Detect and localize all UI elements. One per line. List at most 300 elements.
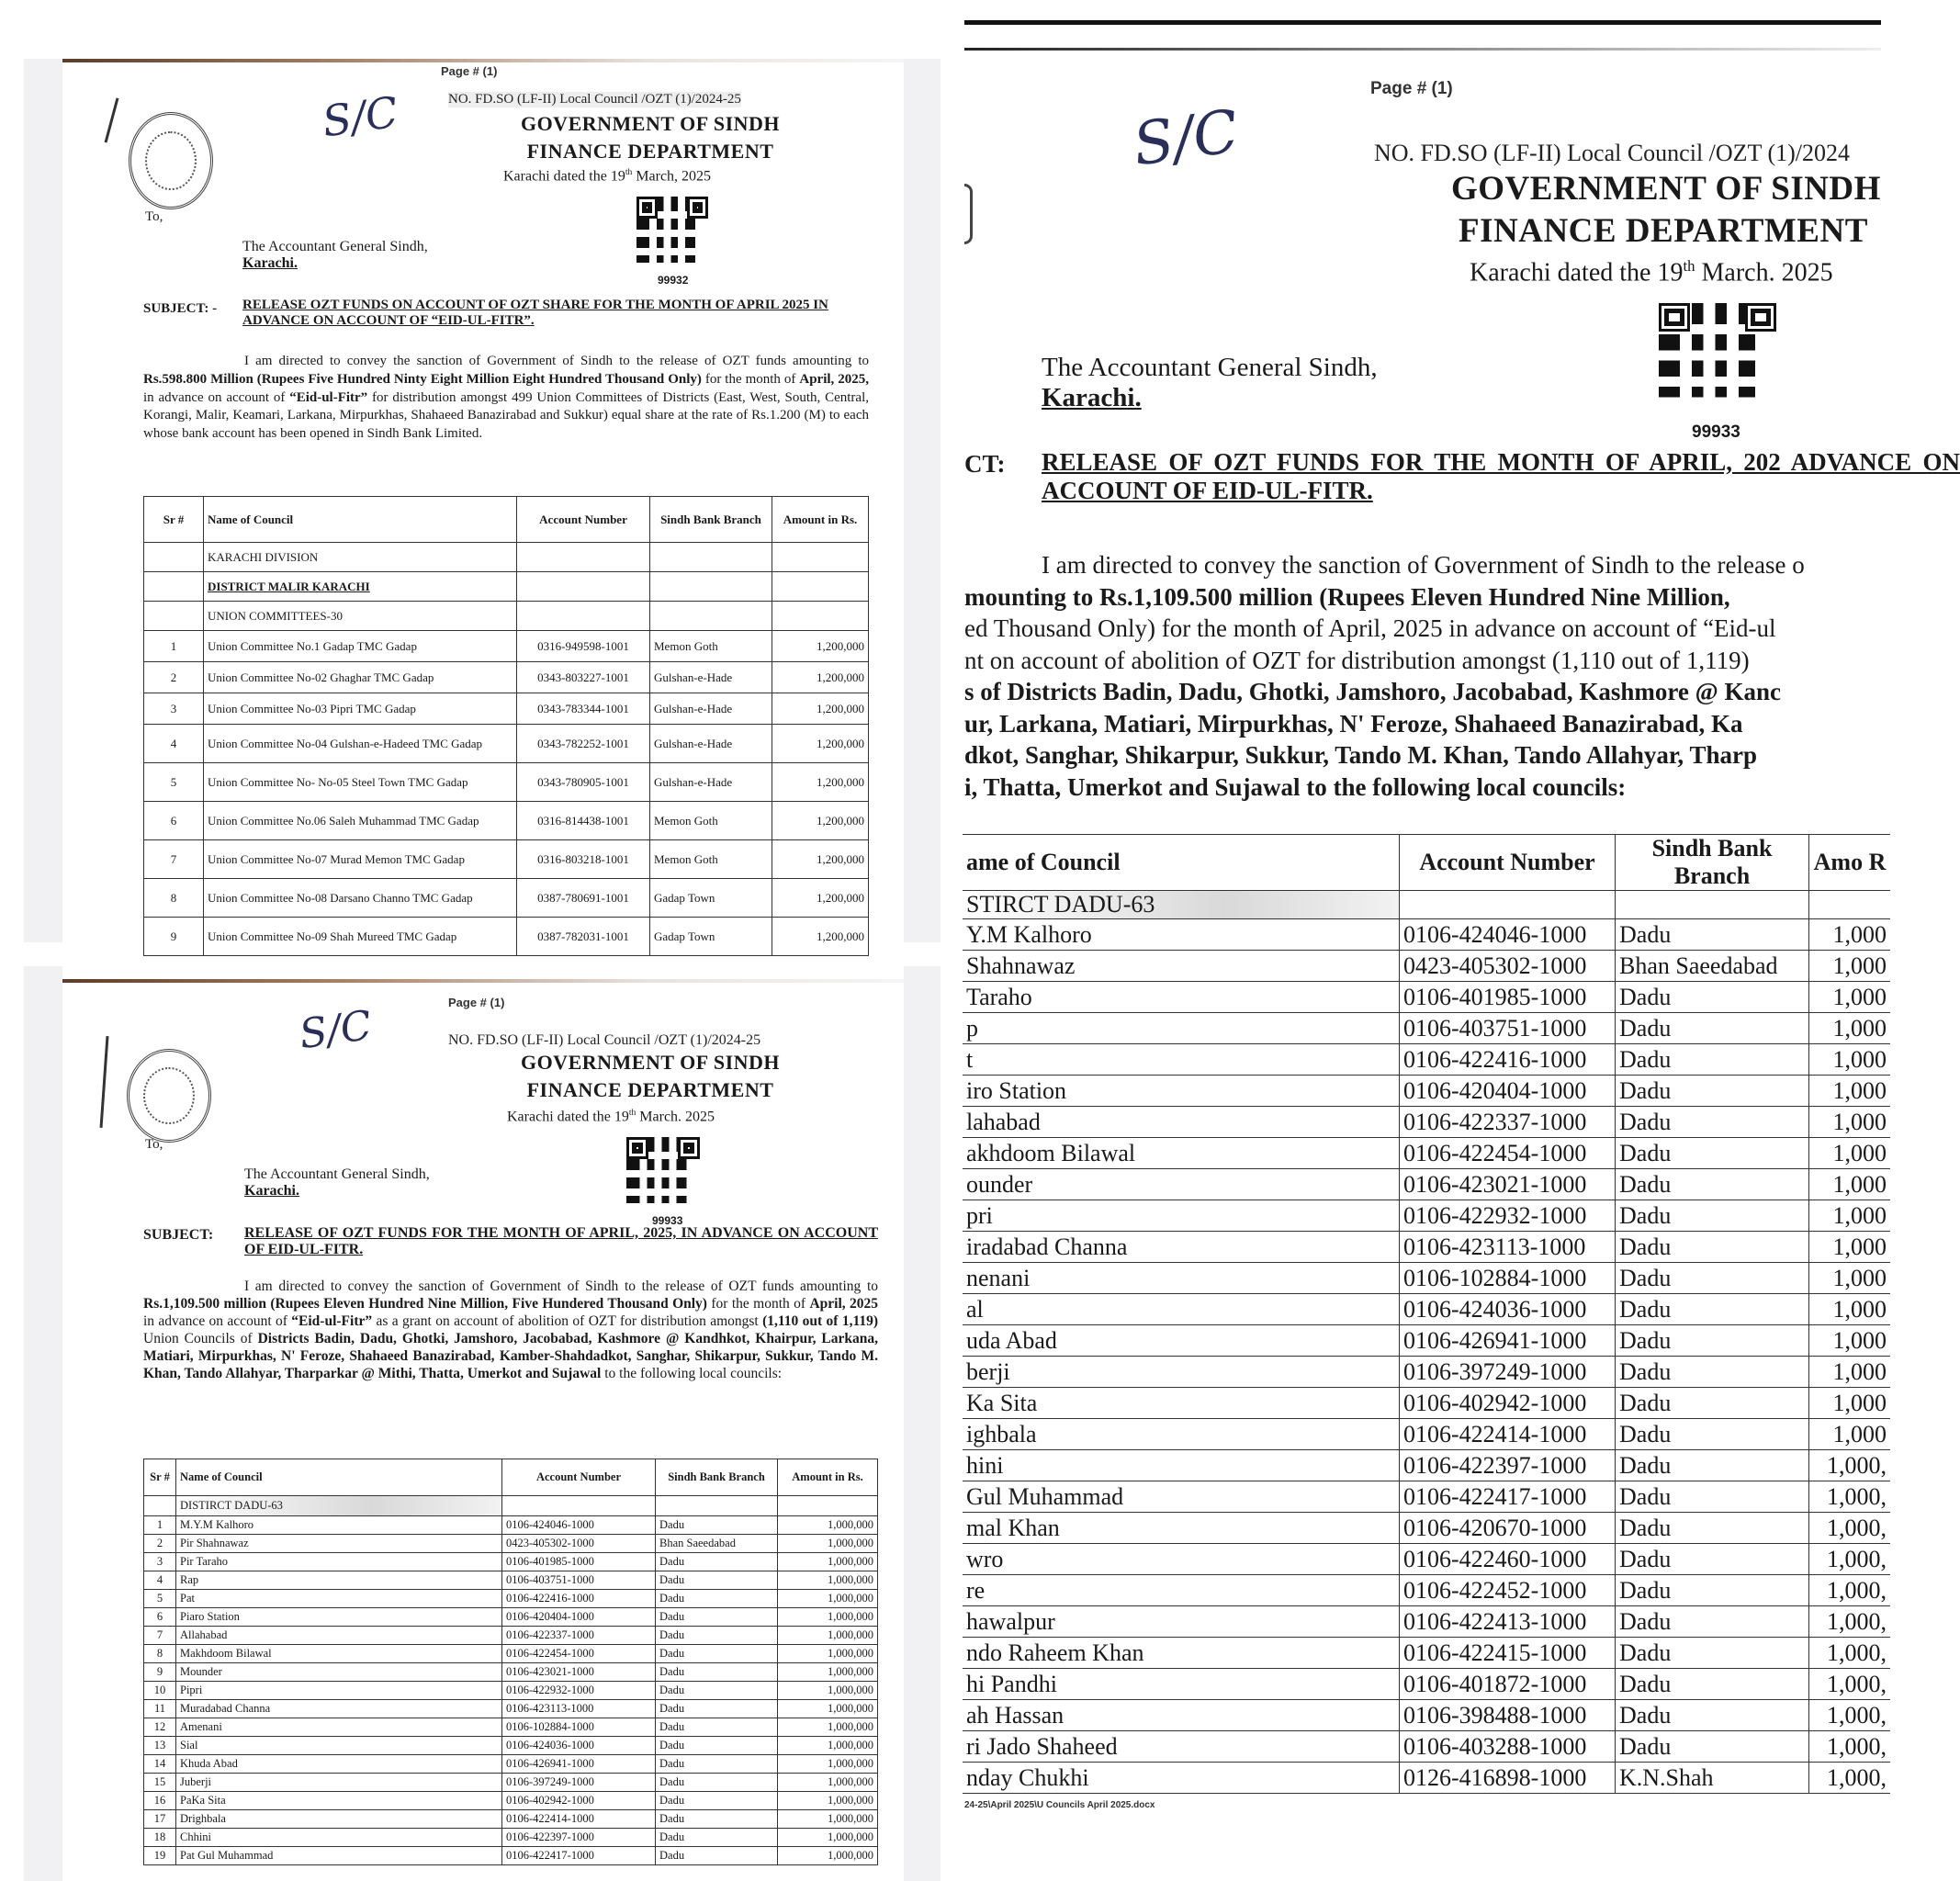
amount-cell: 1,000 [1809, 982, 1891, 1013]
account-cell: 0106-422416-1000 [502, 1590, 656, 1608]
body-line: s of Districts Badin, Dadu, Ghotki, Jamshoro, Jacobabad, Kashmore @ Kanc [964, 678, 1781, 706]
addressee-city: Karachi. [244, 1183, 299, 1199]
branch-cell: Memon Goth [650, 802, 772, 840]
header-account: Account Number [502, 1459, 656, 1496]
department-heading: FINANCE DEPARTMENT [1459, 212, 1868, 250]
pen-mark [100, 1036, 109, 1128]
sr-cell: 4 [144, 1571, 176, 1590]
branch-cell: K.N.Shah [1616, 1763, 1809, 1794]
amount-cell: 1,000 [1809, 951, 1891, 982]
header-name: Name of Council [176, 1459, 502, 1496]
body-line: nt on account of abolition of OZT for distribution amongst (1,110 out of 1,119) [964, 646, 1750, 674]
council-name-cell: Union Committee No-02 Ghaghar TMC Gadap [204, 662, 517, 693]
branch-cell: Dadu [1616, 1357, 1809, 1388]
branch-cell: Bhan Saeedabad [656, 1535, 778, 1553]
amount-cell: 1,000 [1809, 1357, 1891, 1388]
amount-cell: 1,000,000 [778, 1645, 878, 1663]
branch-cell: Dadu [656, 1553, 778, 1571]
signature-initials: S/C [319, 86, 401, 147]
sr-cell: 6 [144, 802, 204, 840]
table-row [963, 982, 1890, 1013]
account-cell: 0106-422397-1000 [1400, 1450, 1616, 1481]
table-row [144, 693, 869, 725]
account-cell: 0106-422417-1000 [502, 1847, 656, 1865]
council-name-cell: mal Khan [963, 1513, 1400, 1544]
header-amount: Amo R [1809, 835, 1891, 891]
amount-cell: 1,200,000 [772, 840, 869, 879]
branch-cell: Dadu [1616, 982, 1809, 1013]
branch-cell: Dadu [1616, 1731, 1809, 1763]
councils-table [963, 834, 1890, 1794]
table-row [144, 1553, 878, 1571]
account-cell: 0106-422454-1000 [502, 1645, 656, 1663]
body-line: mounting to Rs.1,109.500 million (Rupees Eleven Hundred Nine Million, [964, 582, 1730, 611]
signature-initials: S/C [1129, 97, 1243, 180]
branch-cell: Dadu [1616, 1294, 1809, 1325]
table-row [144, 1627, 878, 1645]
branch-cell: Dadu [1616, 1700, 1809, 1731]
table-row [144, 1608, 878, 1627]
table-row [144, 631, 869, 662]
council-name-cell: nday Chukhi [963, 1763, 1400, 1794]
sr-cell: 5 [144, 1590, 176, 1608]
account-cell: 0106-402942-1000 [502, 1792, 656, 1810]
council-name-cell: Pipri [176, 1682, 502, 1700]
amount-cell: 1,000 [1809, 1232, 1891, 1263]
branch-cell [1616, 891, 1809, 919]
branch-cell: Dadu [656, 1516, 778, 1535]
account-cell [517, 543, 650, 572]
account-cell: 0316-814438-1001 [517, 802, 650, 840]
branch-cell: Dadu [1616, 1200, 1809, 1232]
account-cell: 0106-422460-1000 [1400, 1544, 1616, 1575]
amount-cell: 1,000,000 [778, 1553, 878, 1571]
table-row [144, 1590, 878, 1608]
account-cell: 0106-398488-1000 [1400, 1700, 1616, 1731]
table-row [963, 919, 1890, 951]
council-name-cell: lahabad [963, 1107, 1400, 1138]
table-row [144, 840, 869, 879]
amount-cell: 1,000 [1809, 1013, 1891, 1044]
table-row [144, 763, 869, 802]
councils-table [143, 1459, 878, 1865]
sr-cell: 19 [144, 1847, 176, 1865]
branch-cell: Dadu [656, 1700, 778, 1718]
account-cell: 0126-416898-1000 [1400, 1763, 1616, 1794]
amount-cell: 1,000, [1809, 1669, 1891, 1700]
branch-cell: Dadu [1616, 1575, 1809, 1606]
branch-cell: Dadu [1616, 1232, 1809, 1263]
header-name: ame of Council [963, 835, 1400, 891]
branch-cell: Gulshan-e-Hade [650, 693, 772, 725]
amount-text: Rs.598.800 Million (Rupees Five Hundred Ninty Eight Million Eight Hundred Thousand Only) [143, 371, 702, 387]
table-row [144, 1700, 878, 1718]
council-name-cell: hi Pandhi [963, 1669, 1400, 1700]
account-cell: 0343-803227-1001 [517, 662, 650, 693]
header-amount: Amount in Rs. [772, 497, 869, 543]
subject-text: RELEASE OZT FUNDS ON ACCOUNT OF OZT SHARE FOR THE MONTH OF APRIL 2025 IN ADVANCE ON ACCOUNT OF “EID-UL-FITR”. [242, 298, 828, 329]
table-row [963, 1669, 1890, 1700]
branch-cell: Gulshan-e-Hade [650, 725, 772, 763]
signature-initials: S/C [296, 1001, 375, 1059]
amount-cell: 1,000,000 [778, 1792, 878, 1810]
account-cell: 0343-782252-1001 [517, 725, 650, 763]
branch-cell: Dadu [656, 1810, 778, 1829]
table-row [963, 1419, 1890, 1450]
account-cell: 0343-780905-1001 [517, 763, 650, 802]
branch-cell: Dadu [1616, 1169, 1809, 1200]
account-cell: 0423-405302-1000 [502, 1535, 656, 1553]
branch-cell: Dadu [1616, 1044, 1809, 1076]
amount-cell: 1,200,000 [772, 763, 869, 802]
branch-cell: Dadu [1616, 1325, 1809, 1357]
table-row [144, 1663, 878, 1682]
amount-cell: 1,000 [1809, 1325, 1891, 1357]
account-cell: 0106-424046-1000 [502, 1516, 656, 1535]
branch-cell: Dadu [656, 1774, 778, 1792]
account-cell: 0106-420404-1000 [502, 1608, 656, 1627]
amount-cell: 1,000 [1809, 1419, 1891, 1450]
branch-cell: Dadu [1616, 1513, 1809, 1544]
addressee-city: Karachi. [1042, 383, 1142, 412]
department-heading: FINANCE DEPARTMENT [526, 1078, 774, 1101]
branch-cell: Dadu [1616, 1544, 1809, 1575]
table-row [963, 1200, 1890, 1232]
council-name-cell: Taraho [963, 982, 1400, 1013]
sr-cell: 15 [144, 1774, 176, 1792]
sr-cell: 11 [144, 1700, 176, 1718]
sr-cell: 14 [144, 1755, 176, 1774]
page-number: Page # (1) [441, 64, 498, 78]
government-heading: GOVERNMENT OF SINDH [520, 1051, 781, 1074]
addressee [242, 239, 428, 272]
branch-cell: Dadu [656, 1829, 778, 1847]
council-name-cell: Makhdoom Bilawal [176, 1645, 502, 1663]
account-cell: 0106-403751-1000 [502, 1571, 656, 1590]
sr-cell [144, 1496, 176, 1516]
addressee-name: The Accountant General Sindh, [1042, 353, 1378, 382]
table-row [144, 1516, 878, 1535]
section-label: STIRCT DADU-63 [963, 891, 1400, 919]
branch-cell: Dadu [656, 1792, 778, 1810]
branch-cell: Dadu [1616, 1638, 1809, 1669]
sr-cell: 17 [144, 1810, 176, 1829]
account-cell: 0106-420670-1000 [1400, 1513, 1616, 1544]
file-path-footer: 24-25\April 2025\U Councils April 2025.docx [964, 1800, 1155, 1810]
sr-cell: 3 [144, 693, 204, 725]
qr-number: 99932 [658, 274, 689, 287]
government-seal-icon [127, 1049, 211, 1143]
amount-cell: 1,000,000 [778, 1774, 878, 1792]
table-row [963, 1325, 1890, 1357]
council-name-cell: Piaro Station [176, 1608, 502, 1627]
branch-cell: Dadu [1616, 1107, 1809, 1138]
header-account: Account Number [517, 497, 650, 543]
sr-cell: 10 [144, 1682, 176, 1700]
page-number: Page # (1) [1370, 79, 1453, 98]
account-cell [517, 572, 650, 602]
section-label: DISTRICT MALIR KARACHI [204, 572, 517, 602]
account-cell: 0106-401872-1000 [1400, 1669, 1616, 1700]
account-cell: 0106-420404-1000 [1400, 1076, 1616, 1107]
sr-cell: 2 [144, 662, 204, 693]
branch-cell [650, 602, 772, 631]
table-row [963, 1076, 1890, 1107]
account-cell: 0106-424036-1000 [1400, 1294, 1616, 1325]
branch-cell [650, 572, 772, 602]
amount-cell: 1,000,000 [778, 1829, 878, 1847]
account-cell: 0106-422932-1000 [502, 1682, 656, 1700]
table-row [963, 1169, 1890, 1200]
account-cell: 0106-423113-1000 [1400, 1232, 1616, 1263]
council-name-cell: ighbala [963, 1419, 1400, 1450]
account-cell: 0387-780691-1001 [517, 879, 650, 918]
header-sr: Sr # [144, 1459, 176, 1496]
amount-cell: 1,200,000 [772, 879, 869, 918]
month-text: April, 2025 [809, 1295, 879, 1312]
subject-text: RELEASE OF OZT FUNDS FOR THE MONTH OF APRIL, 202 ADVANCE ON ACCOUNT OF EID-UL-FITR. [1042, 448, 1960, 505]
section-row [144, 572, 869, 602]
document-page-2 [62, 966, 904, 1881]
addressee [1042, 353, 1378, 413]
table-row [144, 1718, 878, 1737]
amount-cell: 1,000,000 [778, 1737, 878, 1755]
sheet-edge [62, 979, 904, 983]
amount-cell: 1,000, [1809, 1606, 1891, 1638]
table-row [144, 1774, 878, 1792]
addressee-name: The Accountant General Sindh, [242, 239, 428, 254]
body-line: I am directed to convey the sanction of Government of Sindh to the release o [1042, 551, 1805, 579]
table-row [144, 1737, 878, 1755]
districts-text: Districts Badin, Dadu, Ghotki, Jamshoro, Jacobabad, Kashmore @ Kandhkot, Khairpur, Larkana, Matiari, Mirpurkhas, N' Feroze, Shahaeed Banazirabad, Kamber-Shahdadkot, Sanghar, Shikarpur, Sukkur, Tando M. Khan, Tando Allahyar, Tharparkar @ Mithi, Thatta, Umerkot and Sujawal [143, 1330, 878, 1381]
amount-cell: 1,000,000 [778, 1571, 878, 1590]
council-name-cell: ah Hassan [963, 1700, 1400, 1731]
section-row [963, 891, 1890, 919]
to-label: To, [145, 1137, 163, 1152]
account-cell: 0106-402942-1000 [1400, 1388, 1616, 1419]
council-name-cell: iradabad Channa [963, 1232, 1400, 1263]
council-name-cell: hini [963, 1450, 1400, 1481]
body-text-segment: in advance on account of [143, 389, 290, 405]
branch-cell: Gadap Town [650, 879, 772, 918]
letter-date [503, 167, 711, 185]
amount-cell [1809, 891, 1891, 919]
council-name-cell: Chhini [176, 1829, 502, 1847]
table-row [963, 1138, 1890, 1169]
body-text-segment: I am directed to convey the sanction of Government of Sindh to the release of OZT funds amounting to [244, 1278, 878, 1294]
account-cell: 0106-423021-1000 [1400, 1169, 1616, 1200]
table-row [144, 918, 869, 956]
sr-cell: 12 [144, 1718, 176, 1737]
branch-cell: Memon Goth [650, 631, 772, 662]
council-name-cell: al [963, 1294, 1400, 1325]
account-cell: 0343-783344-1001 [517, 693, 650, 725]
amount-cell: 1,000, [1809, 1638, 1891, 1669]
account-cell: 0106-422415-1000 [1400, 1638, 1616, 1669]
sr-cell: 7 [144, 1627, 176, 1645]
body-line: ur, Larkana, Matiari, Mirpurkhas, N' Feroze, Shahaeed Banazirabad, Ka [964, 709, 1743, 738]
council-name-cell: Amenani [176, 1718, 502, 1737]
date-month-year: March, 2025 [632, 168, 712, 185]
table-row [963, 1263, 1890, 1294]
table-row [963, 1638, 1890, 1669]
table-row [144, 1755, 878, 1774]
sr-cell [144, 543, 204, 572]
table-row [963, 1294, 1890, 1325]
council-name-cell: Khuda Abad [176, 1755, 502, 1774]
sr-cell: 4 [144, 725, 204, 763]
body-paragraph [143, 353, 869, 444]
addressee-name: The Accountant General Sindh, [244, 1166, 430, 1182]
document-page-1 [62, 59, 904, 942]
council-name-cell: Ka Sita [963, 1388, 1400, 1419]
amount-cell: 1,200,000 [772, 802, 869, 840]
table-row [963, 1731, 1890, 1763]
council-name-cell: Pir Shahnawaz [176, 1535, 502, 1553]
body-text-segment: in advance on account of [143, 1312, 292, 1329]
amount-cell: 1,000, [1809, 1481, 1891, 1513]
amount-cell: 1,000, [1809, 1450, 1891, 1481]
table-row [963, 1357, 1890, 1388]
table-row [963, 1763, 1890, 1794]
account-cell: 0106-424046-1000 [1400, 919, 1616, 951]
amount-cell: 1,000 [1809, 1263, 1891, 1294]
occasion-text: “Eid-ul-Fitr” [291, 1312, 373, 1329]
account-cell: 0106-102884-1000 [1400, 1263, 1616, 1294]
date-prefix: Karachi dated the 19 [1470, 258, 1684, 287]
table-row [144, 1535, 878, 1553]
account-cell: 0106-422414-1000 [1400, 1419, 1616, 1450]
account-cell [517, 602, 650, 631]
branch-cell [650, 543, 772, 572]
table-row [963, 1013, 1890, 1044]
account-cell: 0316-803218-1001 [517, 840, 650, 879]
amount-cell: 1,000,000 [778, 1627, 878, 1645]
body-line: i, Thatta, Umerkot and Sujawal to the following local councils: [964, 772, 1627, 801]
letter-date [1470, 257, 1833, 287]
account-cell: 0387-782031-1001 [517, 918, 650, 956]
sr-cell: 7 [144, 840, 204, 879]
council-name-cell: Union Committee No-09 Shah Mureed TMC Gadap [204, 918, 517, 956]
header-branch: Sindh Bank Branch [656, 1459, 778, 1496]
section-row [144, 602, 869, 631]
branch-cell: Dadu [656, 1847, 778, 1865]
amount-text: Rs.1,109.500 million (Rupees Eleven Hundred Nine Million, Five Hundered Thousand Only) [143, 1295, 707, 1312]
table-row [963, 1044, 1890, 1076]
account-cell: 0106-426941-1000 [1400, 1325, 1616, 1357]
account-cell: 0106-422414-1000 [502, 1810, 656, 1829]
branch-cell: Dadu [656, 1645, 778, 1663]
subject-label: SUBJECT: [143, 1227, 214, 1243]
reference-number: NO. FD.SO (LF-II) Local Council /OZT (1)/2024-25 [448, 92, 741, 107]
branch-cell: Dadu [656, 1627, 778, 1645]
sr-cell: 6 [144, 1608, 176, 1627]
sr-cell: 8 [144, 879, 204, 918]
council-name-cell: akhdoom Bilawal [963, 1138, 1400, 1169]
subject-text: RELEASE OF OZT FUNDS FOR THE MONTH OF APRIL, 2025, IN ADVANCE ON ACCOUNT OF EID-UL-FITR. [244, 1225, 878, 1258]
qr-number: 99933 [652, 1214, 683, 1227]
council-name-cell: Sial [176, 1737, 502, 1755]
branch-cell: Dadu [656, 1571, 778, 1590]
occasion-text: “Eid-ul-Fitr” [289, 389, 368, 405]
sr-cell: 5 [144, 763, 204, 802]
council-name-cell: Union Committee No.06 Saleh Muhammad TMC Gadap [204, 802, 517, 840]
branch-cell: Gulshan-e-Hade [650, 662, 772, 693]
section-row [144, 543, 869, 572]
amount-cell: 1,000, [1809, 1513, 1891, 1544]
header-branch: Sindh Bank Branch [650, 497, 772, 543]
table-row [963, 1544, 1890, 1575]
account-cell: 0423-405302-1000 [1400, 951, 1616, 982]
table-header-row [144, 1459, 878, 1496]
amount-cell: 1,000 [1809, 1107, 1891, 1138]
branch-cell: Dadu [1616, 1669, 1809, 1700]
reference-number: NO. FD.SO (LF-II) Local Council /OZT (1)/2024 [1374, 140, 1851, 166]
account-cell: 0106-423113-1000 [502, 1700, 656, 1718]
branch-cell: Dadu [1616, 1419, 1809, 1450]
qr-number: 99933 [1692, 422, 1740, 442]
table-row [144, 1792, 878, 1810]
table-row [144, 802, 869, 840]
letter-date [507, 1108, 715, 1125]
qr-code-icon [1659, 303, 1776, 408]
amount-cell [772, 602, 869, 631]
amount-cell: 1,000, [1809, 1575, 1891, 1606]
council-name-cell: nenani [963, 1263, 1400, 1294]
amount-cell: 1,000,000 [778, 1810, 878, 1829]
branch-cell: Dadu [656, 1663, 778, 1682]
council-name-cell: Union Committee No-07 Murad Memon TMC Gadap [204, 840, 517, 879]
table-row [963, 951, 1890, 982]
amount-cell: 1,200,000 [772, 725, 869, 763]
account-cell: 0106-401985-1000 [1400, 982, 1616, 1013]
council-name-cell: hawalpur [963, 1606, 1400, 1638]
body-text-segment: I am directed to convey the sanction of Government of Sindh to the release of OZT funds amounting to [244, 354, 869, 368]
account-cell [502, 1496, 656, 1516]
date-suffix: th [625, 167, 633, 177]
branch-cell: Dadu [656, 1737, 778, 1755]
body-text-segment: Union Councils of [143, 1330, 258, 1346]
department-heading: FINANCE DEPARTMENT [526, 140, 774, 163]
branch-cell: Dadu [1616, 1606, 1809, 1638]
header-name: Name of Council [204, 497, 517, 543]
sr-cell: 1 [144, 1516, 176, 1535]
council-name-cell: ri Jado Shaheed [963, 1731, 1400, 1763]
document-page-3-closeup [964, 46, 1960, 1881]
sr-cell: 1 [144, 631, 204, 662]
amount-cell: 1,000,000 [778, 1700, 878, 1718]
amount-cell: 1,000,000 [778, 1535, 878, 1553]
branch-cell: Dadu [656, 1755, 778, 1774]
table-row [144, 1829, 878, 1847]
header-sr: Sr # [144, 497, 204, 543]
sr-cell: 3 [144, 1553, 176, 1571]
council-name-cell: pri [963, 1200, 1400, 1232]
council-name-cell: ndo Raheem Khan [963, 1638, 1400, 1669]
amount-cell: 1,000 [1809, 1294, 1891, 1325]
sr-cell: 18 [144, 1829, 176, 1847]
section-label: KARACHI DIVISION [204, 543, 517, 572]
council-name-cell: uda Abad [963, 1325, 1400, 1357]
council-count-text: (1,110 out of 1,119) [762, 1312, 879, 1329]
section-label: UNION COMMITTEES-30 [204, 602, 517, 631]
amount-cell: 1,000 [1809, 1076, 1891, 1107]
sr-cell: 2 [144, 1535, 176, 1553]
date-prefix: Karachi dated the 19 [507, 1109, 629, 1125]
branch-cell: Dadu [1616, 919, 1809, 951]
branch-cell: Dadu [656, 1682, 778, 1700]
council-name-cell: ounder [963, 1169, 1400, 1200]
